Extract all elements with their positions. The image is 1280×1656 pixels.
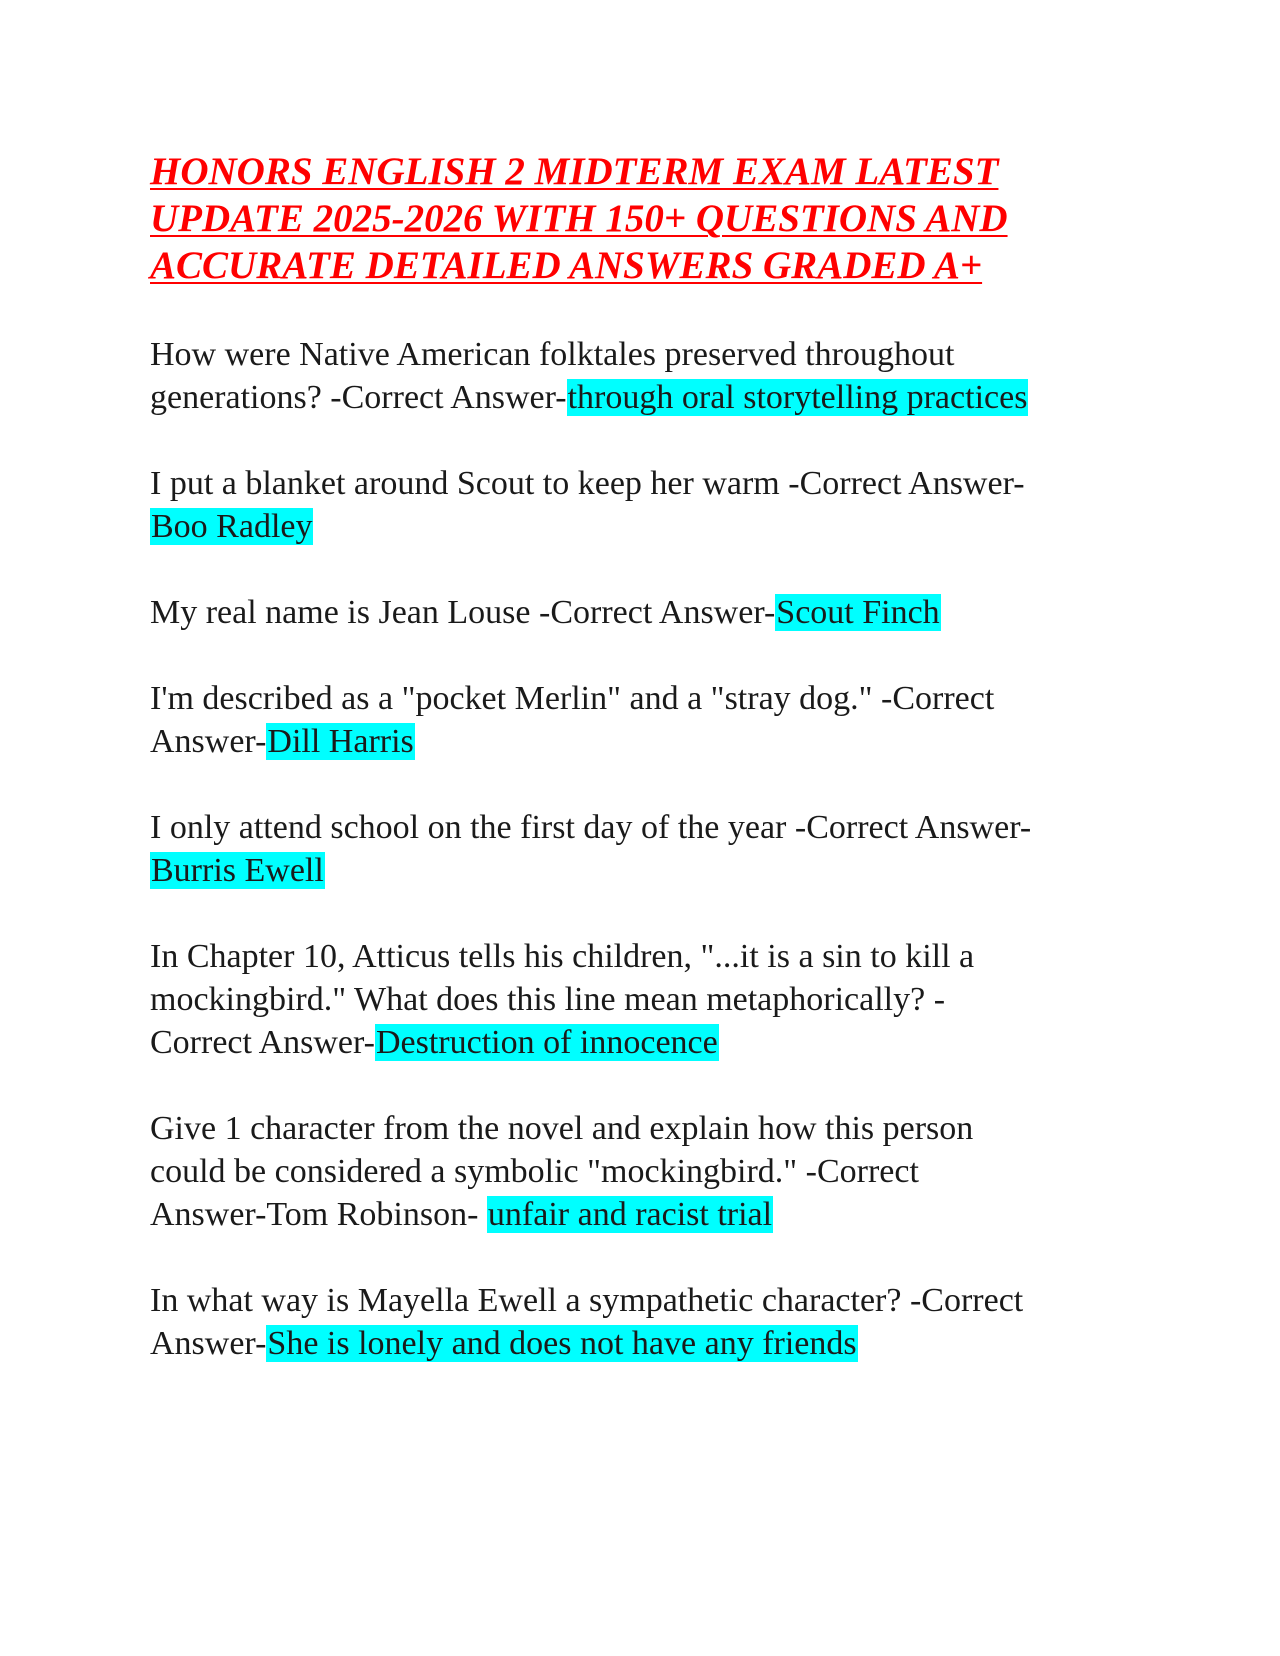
- title-line: HONORS ENGLISH 2 MIDTERM EXAM LATEST: [150, 150, 999, 193]
- highlighted-answer: Burris Ewell: [151, 852, 324, 889]
- question-text: Give 1 character from the novel and explain how this person: [150, 1110, 974, 1147]
- qa-item: [150, 677, 1140, 763]
- document-page: [150, 148, 1140, 1408]
- highlighted-answer: Boo Radley: [151, 508, 313, 545]
- qa-item: [150, 591, 1140, 634]
- question-text: Answer-Tom Robinson-: [150, 1196, 487, 1233]
- question-line: [150, 591, 1140, 634]
- question-text: Answer-: [150, 723, 267, 760]
- highlighted-answer: Dill Harris: [267, 723, 414, 760]
- question-line: [150, 1322, 1140, 1365]
- highlighted-answer: She is lonely and does not have any friends: [267, 1325, 857, 1362]
- question-text: Answer-: [150, 1325, 267, 1362]
- question-line: [150, 720, 1140, 763]
- question-text: I only attend school on the first day of the year -Correct Answer-: [150, 809, 1032, 846]
- question-text: How were Native American folktales preserved throughout: [150, 336, 955, 373]
- question-text: I'm described as a "pocket Merlin" and a "stray dog." -Correct: [150, 680, 995, 717]
- qa-item: [150, 806, 1140, 892]
- highlighted-answer: Destruction of innocence: [375, 1024, 718, 1061]
- answer-line: [150, 849, 1140, 892]
- question-text: could be considered a symbolic "mockingbird." -Correct: [150, 1153, 919, 1190]
- question-line: [150, 376, 1140, 419]
- question-line: [150, 1193, 1140, 1236]
- document-title: [150, 148, 1140, 289]
- question-text: My real name is Jean Louse -Correct Answer-: [150, 594, 776, 631]
- highlighted-answer: through oral storytelling practices: [567, 379, 1028, 416]
- qa-item: [150, 1107, 1140, 1236]
- title-line: UPDATE 2025-2026 WITH 150+ QUESTIONS AND: [150, 197, 1008, 240]
- qa-item: [150, 935, 1140, 1064]
- question-text: In Chapter 10, Atticus tells his children, "...it is a sin to kill a: [150, 938, 975, 975]
- answer-line: [150, 505, 1140, 548]
- question-text: In what way is Mayella Ewell a sympathetic character? -Correct: [150, 1282, 1024, 1319]
- highlighted-answer: Scout Finch: [776, 594, 940, 631]
- question-line: [150, 1021, 1140, 1064]
- question-text: mockingbird." What does this line mean metaphorically? -: [150, 981, 946, 1018]
- question-text: generations? -Correct Answer-: [150, 379, 567, 416]
- title-line: ACCURATE DETAILED ANSWERS GRADED A+: [150, 244, 983, 287]
- qa-item: [150, 333, 1140, 419]
- question-text: I put a blanket around Scout to keep her warm -Correct Answer-: [150, 465, 1025, 502]
- question-text: Correct Answer-: [150, 1024, 375, 1061]
- highlighted-answer: unfair and racist trial: [487, 1196, 773, 1233]
- qa-item: [150, 1279, 1140, 1365]
- qa-item: [150, 462, 1140, 548]
